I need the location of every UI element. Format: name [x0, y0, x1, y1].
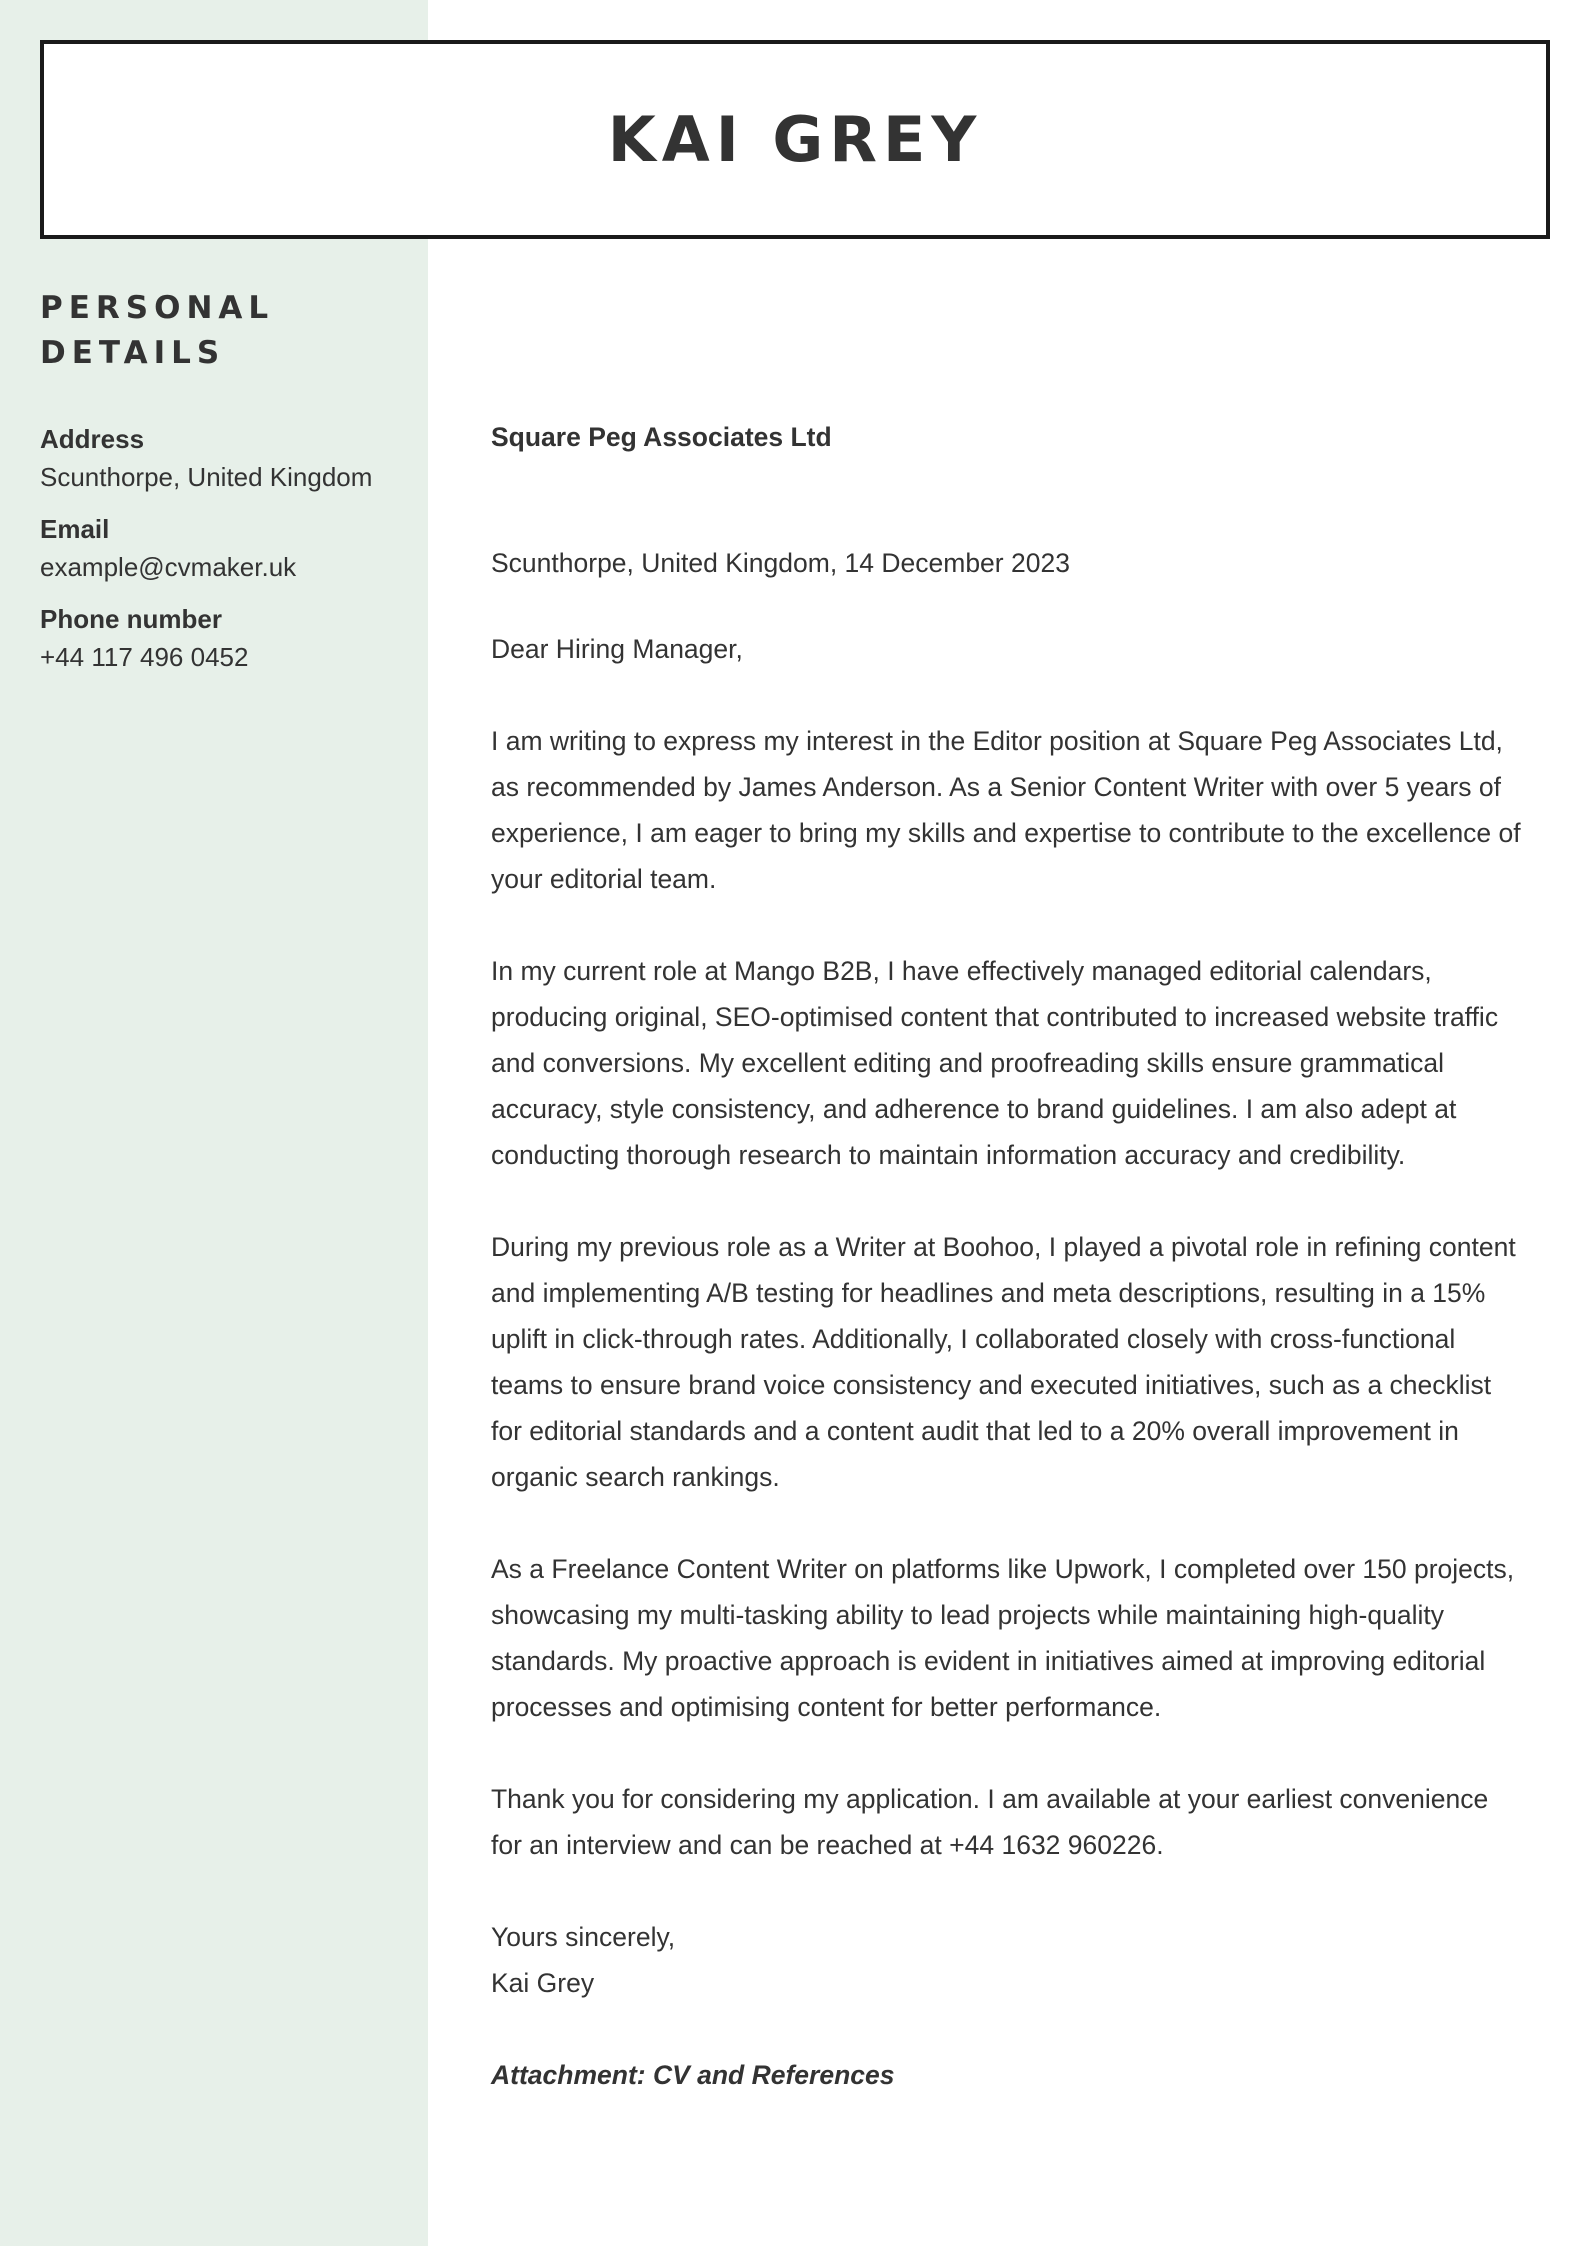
email-detail: [40, 510, 400, 586]
company-name: Square Peg Associates Ltd: [491, 422, 832, 452]
phone-label: Phone number: [40, 604, 223, 634]
paragraph-5: Thank you for considering my application. I am available at your earliest convenience for an interview and can be reached at +44 1632 960226.: [491, 1784, 1489, 1860]
letter-body: [491, 414, 1521, 2098]
paragraph-1: I am writing to express my interest in the Editor position at Square Peg Associates Ltd, as recommended by James Anderson. As a Senior Content Writer with over 5 years of experience, I am eager to bring my skills and expertise to contribute to the excellence of your editorial team.: [491, 726, 1521, 894]
personal-details-heading: PERSONAL DETAILS: [40, 290, 275, 371]
attachment-note: Attachment: CV and References: [491, 2060, 895, 2090]
email-value: example@cvmaker.uk: [40, 552, 297, 582]
place-and-date: Scunthorpe, United Kingdom, 14 December 2023: [491, 548, 1070, 578]
applicant-name: KAI GREY: [607, 103, 983, 176]
address-label: Address: [40, 424, 145, 454]
email-label: Email: [40, 514, 110, 544]
paragraph-2: In my current role at Mango B2B, I have effectively managed editorial calendars, producing original, SEO-optimised content that contributed to increased website traffic and conversions. My excellent editing and proofreading skills ensure grammatical accuracy, style consistency, and adherence to brand guidelines. I am also adept at conducting thorough research to maintain information accuracy and credibility.: [491, 956, 1499, 1170]
name-header-box: [40, 40, 1550, 239]
paragraph-3: During my previous role as a Writer at Boohoo, I played a pivotal role in refining content and implementing A/B testing for headlines and meta descriptions, resulting in a 15% uplift in click-through rates. Additionally, I collaborated closely with cross-functional teams to ensure brand voice consistency and executed initiatives, such as a checklist for editorial standards and a content audit that led to a 20% overall improvement in organic search rankings.: [491, 1232, 1516, 1492]
phone-value: +44 117 496 0452: [40, 642, 249, 672]
address-value: Scunthorpe, United Kingdom: [40, 462, 373, 492]
personal-details-section: [40, 286, 400, 690]
address-detail: [40, 420, 400, 496]
closing: Yours sincerely,: [491, 1922, 676, 1952]
signature-name: Kai Grey: [491, 1968, 595, 1998]
phone-detail: [40, 600, 400, 676]
salutation: Dear Hiring Manager,: [491, 634, 743, 664]
paragraph-4: As a Freelance Content Writer on platforms like Upwork, I completed over 150 projects, showcasing my multi-tasking ability to lead projects while maintaining high-quality standards. My proactive approach is evident in initiatives aimed at improving editorial processes and optimising content for better performance.: [491, 1554, 1515, 1722]
